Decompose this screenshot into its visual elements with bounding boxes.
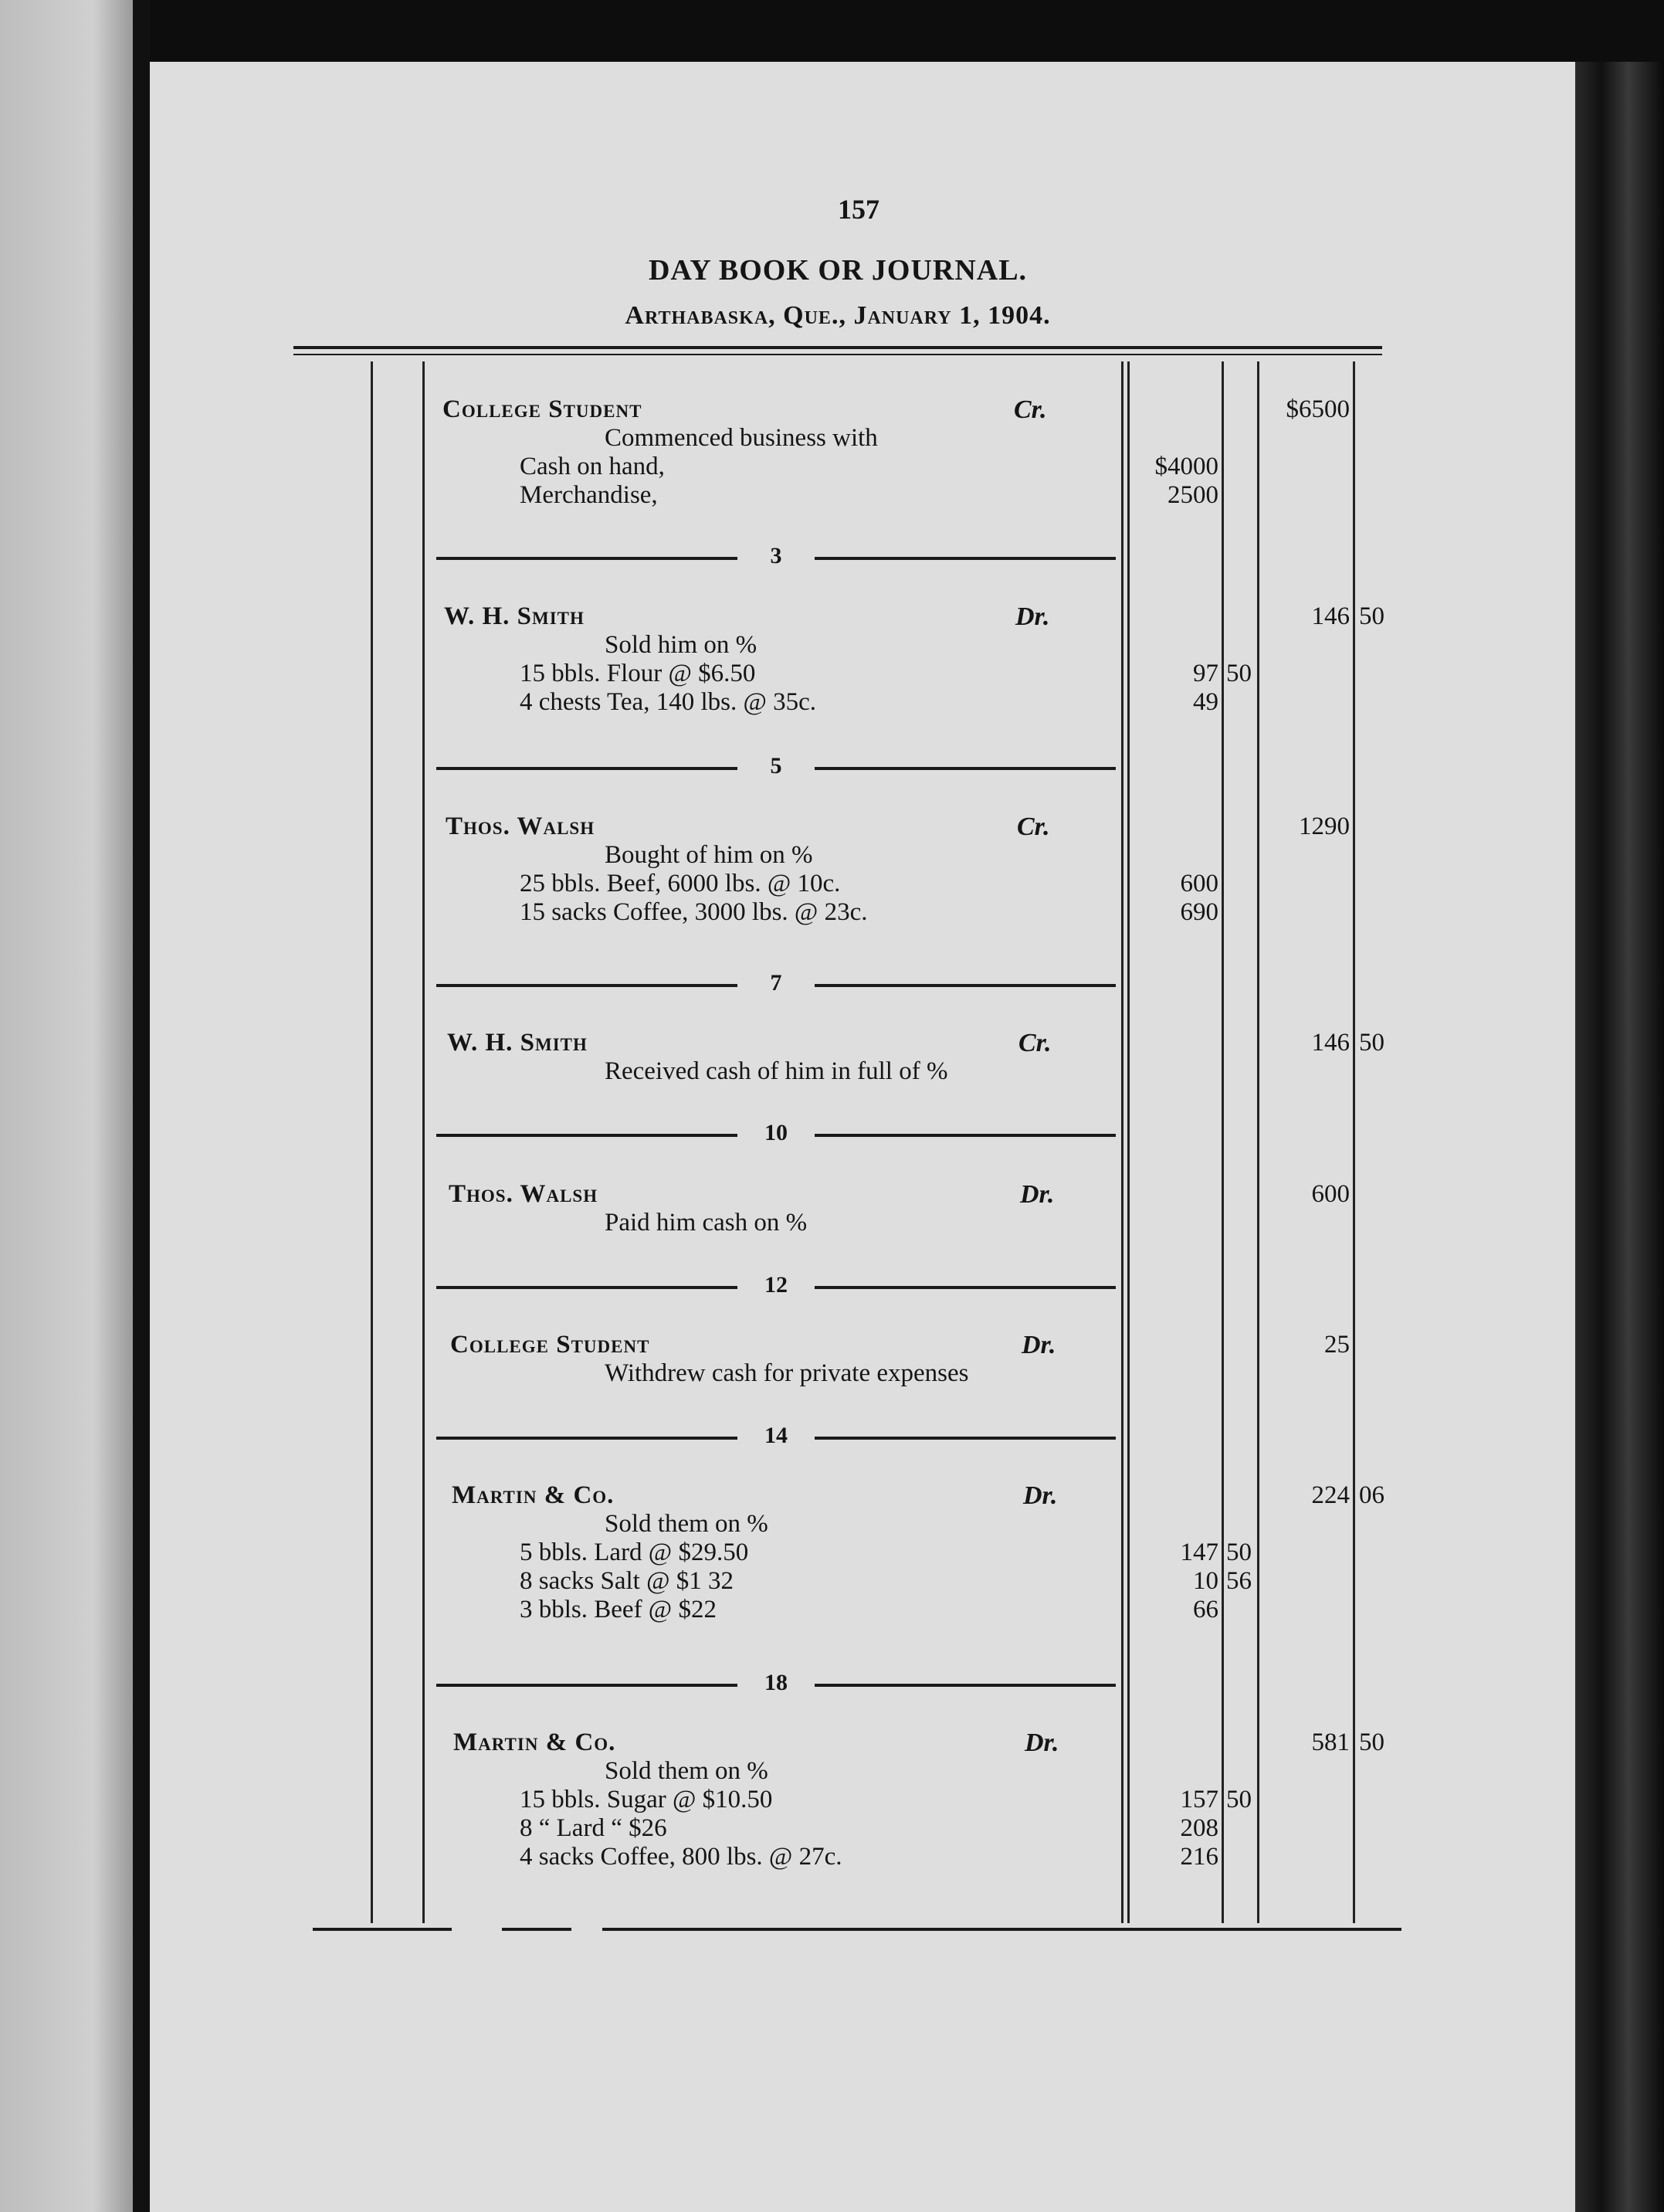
line-amount: $4000 [1154,453,1218,480]
line-amount-cents: 50 [1226,660,1252,687]
line-amount: 157 [1180,1786,1218,1813]
line-amount: 97 [1193,660,1218,687]
date-separator-rule [436,557,737,560]
entry-line-text: 15 sacks Coffee, 3000 lbs. @ 23c. [520,898,868,926]
column-rule-total-left [1257,361,1259,1923]
book-gutter [133,0,150,2212]
entry-date: 7 [770,970,782,996]
entry-line-text: Withdrew cash for private expenses [605,1359,969,1387]
date-separator-rule [815,1134,1116,1137]
entry-total: 581 [1311,1729,1350,1756]
column-rule-date-right [422,361,425,1923]
entry-date: 3 [770,543,782,568]
column-rule-total-cents [1353,361,1355,1923]
debit-credit-marker: Cr. [1014,395,1047,424]
page-title: DAY BOOK OR JOURNAL. [648,254,1028,287]
entry-line-text: Cash on hand, [520,453,665,480]
entry-line-text: Sold him on % [605,631,757,659]
line-amount: 10 [1193,1567,1218,1595]
date-separator-rule [815,767,1116,770]
entry-line-text: Merchandise, [520,481,658,509]
debit-credit-marker: Dr. [1025,1729,1059,1757]
line-amount-cents: 56 [1226,1567,1252,1595]
date-separator-rule [815,1437,1116,1440]
date-separator-rule [815,984,1116,987]
line-amount: 690 [1180,898,1218,926]
date-separator-rule [436,1134,737,1137]
date-separator-rule [815,1684,1116,1687]
line-amount: 600 [1180,870,1218,897]
date-separator [436,1670,1116,1701]
line-amount-cents: 50 [1226,1786,1252,1813]
line-amount: 66 [1193,1596,1218,1623]
account-name: W. H. Smith [444,602,585,630]
date-separator [436,1423,1116,1454]
entry-date: 14 [764,1423,788,1448]
entry-line-text: 25 bbls. Beef, 6000 lbs. @ 10c. [520,870,841,897]
entry-total: 146 [1311,602,1350,630]
date-separator [436,543,1116,574]
entry-line-text: Commenced business with [605,424,878,452]
account-name: Martin & Co. [452,1481,615,1509]
account-name: Thos. Walsh [449,1180,598,1208]
date-separator-rule [436,1286,737,1289]
entry-line-text: 15 bbls. Sugar @ $10.50 [520,1786,773,1813]
debit-credit-marker: Dr. [1022,1331,1056,1359]
entry-total: $6500 [1286,395,1350,423]
left-page-edge [0,0,133,2212]
account-name: College Student [442,395,642,423]
bottom-rule [313,1928,452,1931]
line-amount-cents: 50 [1226,1539,1252,1566]
line-amount: 147 [1180,1539,1218,1566]
line-amount: 49 [1193,688,1218,716]
entry-date: 10 [764,1120,788,1145]
account-name: W. H. Smith [447,1029,588,1057]
entry-total: 1290 [1299,813,1350,840]
entry-total-cents: 50 [1359,1029,1384,1057]
date-separator-rule [436,984,737,987]
entry-total: 146 [1311,1029,1350,1057]
entry-line-text: 4 chests Tea, 140 lbs. @ 35c. [520,688,816,716]
entry-line-text: 4 sacks Coffee, 800 lbs. @ 27c. [520,1843,842,1871]
debit-credit-marker: Cr. [1018,1029,1052,1057]
account-name: Thos. Walsh [446,813,595,840]
line-amount: 2500 [1168,481,1218,509]
column-rule-amount-left [1121,361,1123,1923]
entry-line-text: Paid him cash on % [605,1209,808,1237]
top-rule-thin [293,354,1382,355]
date-separator-rule [815,557,1116,560]
top-rule [293,346,1382,349]
debit-credit-marker: Dr. [1020,1180,1055,1209]
entry-line-text: Sold them on % [605,1757,768,1785]
entry-line-text: 15 bbls. Flour @ $6.50 [520,660,756,687]
entry-line-text: 8 “ Lard “ $26 [520,1814,667,1842]
entry-total: 25 [1324,1331,1350,1359]
date-separator-rule [436,1437,737,1440]
entry-line-text: 3 bbls. Beef @ $22 [520,1596,717,1623]
column-rule-amount-cents [1222,361,1224,1923]
debit-credit-marker: Dr. [1015,602,1050,631]
bottom-rule [502,1928,571,1931]
page-subtitle: Arthabaska, Que., January 1, 1904. [625,301,1051,330]
date-separator-rule [436,1684,737,1687]
date-separator [436,1120,1116,1151]
bottom-rule [602,1928,1401,1931]
column-rule-amount-left-2 [1127,361,1130,1923]
entry-total-cents: 06 [1359,1481,1384,1509]
account-name: College Student [450,1331,650,1359]
entry-line-text: 5 bbls. Lard @ $29.50 [520,1539,749,1566]
date-separator-rule [436,767,737,770]
debit-credit-marker: Cr. [1017,813,1050,841]
date-separator [436,970,1116,1001]
column-rule-date-left [371,361,373,1923]
line-amount: 208 [1180,1814,1218,1842]
entry-total-cents: 50 [1359,602,1384,630]
entry-date: 12 [764,1272,788,1298]
right-page-edge [1575,62,1664,2212]
entry-total-cents: 50 [1359,1729,1384,1756]
date-separator-rule [815,1286,1116,1289]
date-separator [436,1272,1116,1303]
entry-line-text: Sold them on % [605,1510,768,1538]
entry-line-text: Received cash of him in full of % [605,1057,948,1085]
entry-line-text: Bought of him on % [605,841,813,869]
entry-date: 18 [764,1670,788,1695]
entry-line-text: 8 sacks Salt @ $1 32 [520,1567,734,1595]
entry-total: 224 [1311,1481,1350,1509]
debit-credit-marker: Dr. [1023,1481,1058,1510]
entry-total: 600 [1311,1180,1350,1208]
date-separator [436,753,1116,784]
entry-date: 5 [770,753,782,779]
line-amount: 216 [1180,1843,1218,1871]
account-name: Martin & Co. [453,1729,616,1756]
